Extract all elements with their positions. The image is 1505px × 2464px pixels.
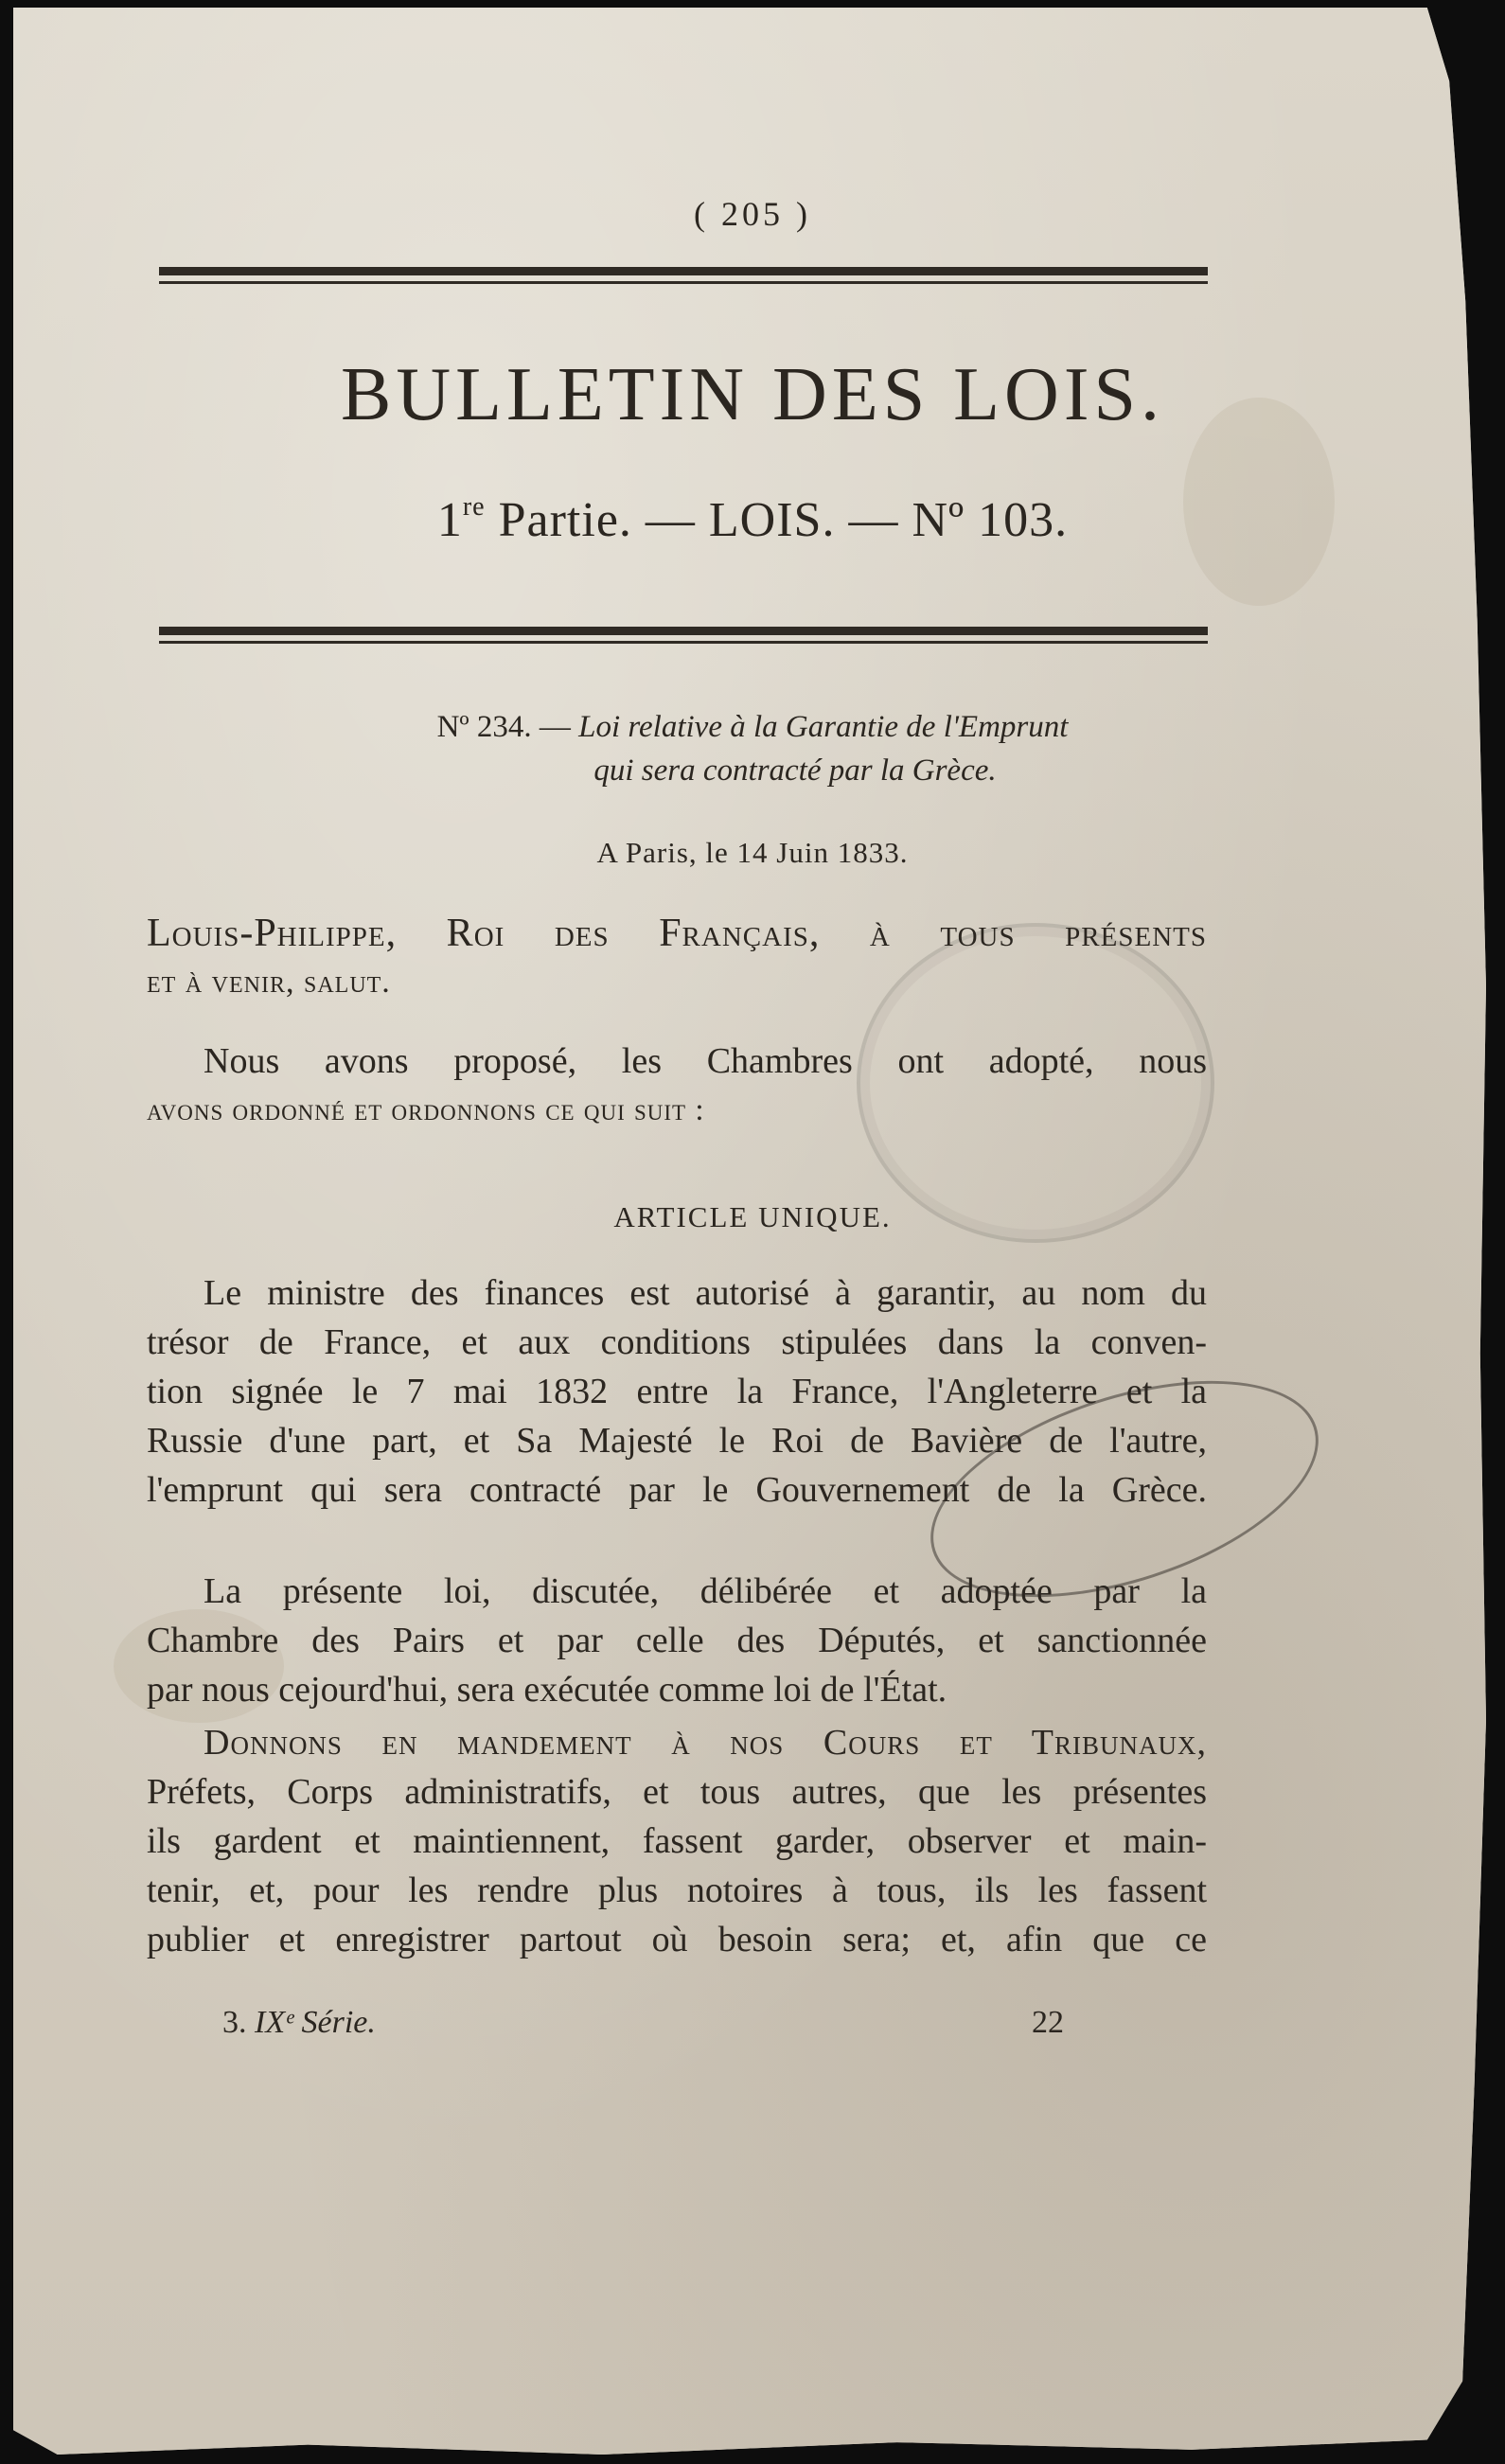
series-number: 3. <box>222 2005 255 2040</box>
header-rule-bottom <box>159 627 1208 635</box>
signature-mark: 22 <box>1032 2005 1064 2040</box>
article-line: Le ministre des finances est autorisé à garantir, au nom du <box>204 1273 1207 1313</box>
law-title-line2: qui sera contracté par la Grèce. <box>593 753 997 788</box>
series-name: IXᵉ Série. <box>255 2005 376 2040</box>
bulletin-title: BULLETIN DES LOIS. <box>341 353 1164 436</box>
mandate-line: publier et enregistrer partout où besoin sera; et, afin que ce <box>147 1920 1207 1959</box>
mandate-line: Donnons en mandement à nos Cours et Tribunaux, <box>204 1723 1207 1763</box>
dateline: A Paris, le 14 Juin 1833. <box>596 836 909 869</box>
execution-line: Chambre des Pairs et par celle des Députés, et sanctionnée <box>147 1621 1207 1660</box>
part-heading <box>0 492 1505 548</box>
page-number: ( 205 ) <box>694 195 811 233</box>
article-line: l'emprunt qui sera contracté par le Gouvernement de la Grèce. <box>147 1470 1207 1510</box>
article-heading: ARTICLE UNIQUE. <box>613 1200 892 1233</box>
part-superscript: re <box>462 492 486 522</box>
header-rule-top-thin <box>159 281 1208 284</box>
enacting-line: Nous avons proposé, les Chambres ont adopté, nous <box>204 1041 1207 1081</box>
law-title-line1: Loi relative à la Garantie de l'Emprunt <box>578 710 1069 744</box>
series-label <box>222 2005 376 2041</box>
preamble <box>147 909 1207 1007</box>
article-line: trésor de France, et aux conditions stipulées dans la conven- <box>147 1322 1207 1362</box>
preamble-line: Louis-Philippe, Roi des Français, à tous présents <box>147 912 1207 955</box>
header-rule-bottom-thin <box>159 641 1208 644</box>
mandate-line: Préfets, Corps administratifs, et tous autres, que les présentes <box>147 1772 1207 1812</box>
execution-line: par nous cejourd'hui, sera exécutée comme loi de l'État. <box>147 1670 947 1710</box>
part-number: 1 <box>436 493 463 547</box>
enacting-formula <box>147 1037 1207 1135</box>
mandate-clause <box>147 1718 1207 1964</box>
preamble-line: et à venir, salut. <box>147 965 391 1000</box>
enacting-line: avons ordonné et ordonnons ce qui suit : <box>147 1093 705 1127</box>
execution-line: La présente loi, discutée, délibérée et adoptée par la <box>204 1571 1207 1611</box>
law-number: Nº 234. — <box>436 710 571 744</box>
article-line: tion signée le 7 mai 1832 entre la France, l'Angleterre et la <box>147 1372 1207 1411</box>
article-line: Russie d'une part, et Sa Majesté le Roi de Bavière de l'autre, <box>147 1421 1207 1461</box>
mandate-line: ils gardent et maintiennent, fassent garder, observer et main- <box>147 1821 1207 1861</box>
execution-clause <box>147 1567 1207 1714</box>
part-rest: Partie. — LOIS. — Nº 103. <box>485 493 1069 547</box>
article-body <box>147 1268 1207 1515</box>
law-heading <box>0 705 1505 792</box>
mandate-line: tenir, et, pour les rendre plus notoires à tous, ils les fassent <box>147 1870 1207 1910</box>
header-rule-top <box>159 267 1208 275</box>
